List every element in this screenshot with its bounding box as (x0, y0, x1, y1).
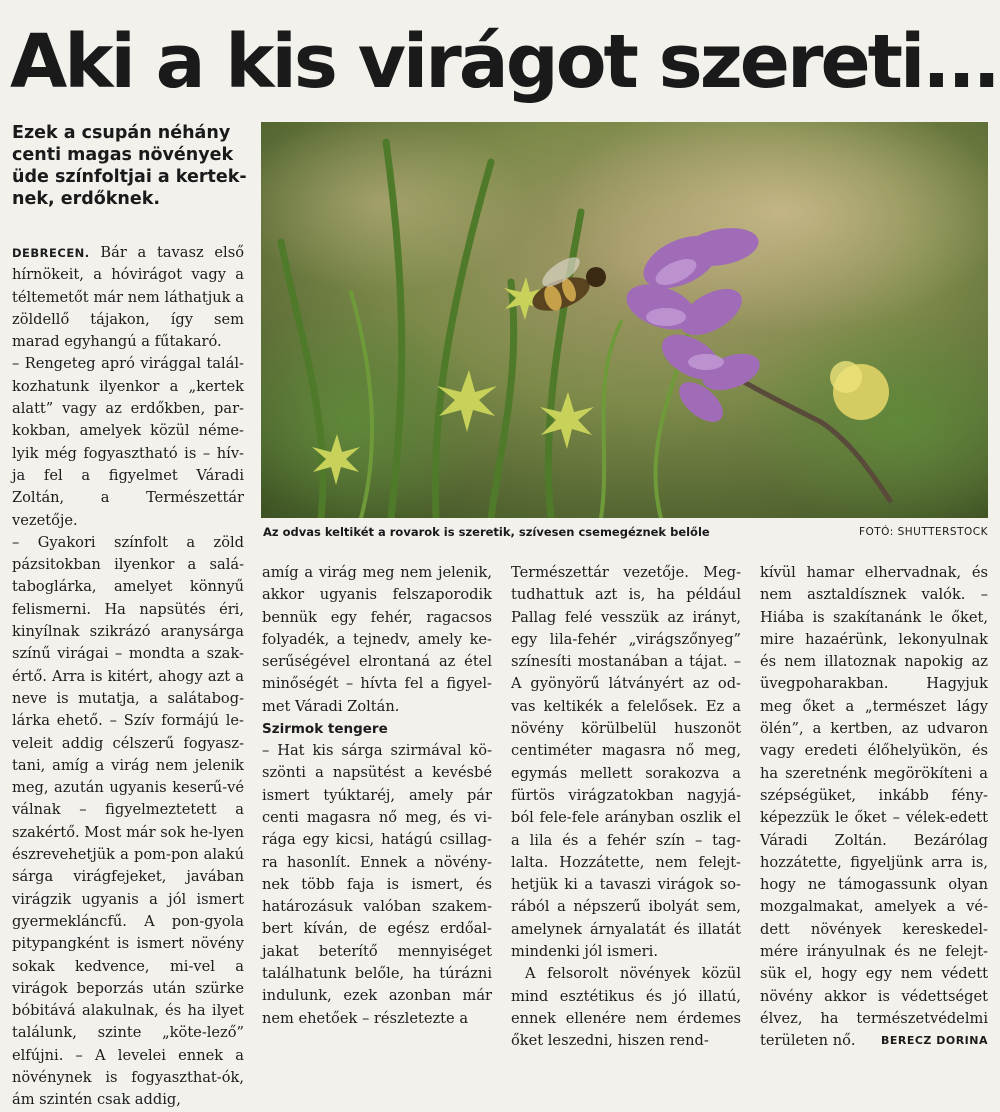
paragraph: amíg a virág meg nem jelenik, akkor ugyanis felszaporodik bennük egy fehér, ragacsos folyadék, a tejnedv, amely ke-serűségével elrontaná az étel minőségét – hívta fel a figyel-met Váradi Zoltán. (262, 564, 492, 715)
dateline: DEBRECEN. (12, 246, 90, 260)
article-column-2 (262, 562, 492, 1030)
paragraph (12, 242, 244, 353)
paragraph: – Rengeteg apró virággal talál-kozhatunk ilyenkor a „kertek alatt” vagy az erdőkben, par-kokban, amelyek közül néme-lyik még fogyasztható is – hív-ja fel a figyelmet Váradi Zoltán, a Természettár vezetője. (12, 355, 244, 529)
paragraph: – Gyakori színfolt a zöld pázsitokban ilyenkor a salá-taboglárka, amelyet könnyű felismerni. Ha napsütés éri, kinyílnak szikrázó aranysárga színű virágai – mondta a szak-értő. Arra is kitért, ahogy azt a neve is mutatja, a salátabog-lárka ehető. – Szív formájú le-veleit addig célszerű fogyasz-tani, amíg a virág nem jelenik meg, azután ugyanis keserű-vé válnak – figyelmeztetett a szakértő. Most már sok he-lyen észrevehetjük a pom-pon alakú sárga virágfejeket, javában virágzik ugyanis a jól ismert gyermekláncfű. A pon-gyola pitypangként is ismert növény sokak kedvence, mi-vel a virágok beporzás után szürke bóbitává alakulnak, és ha ilyet találunk, szinte „köte-lező” elfújni. – A levelei ennek a növénynek is fogyaszthat-ók, ám szintén csak addig, (12, 533, 244, 1109)
paragraph-text: Bár a tavasz első hírnökeit, a hóvirágot vagy a téltemetőt már nem láthatjuk a zöldellő tájakon, így sem marad egyhangú a fűtakaró. (12, 244, 245, 351)
article-column-4 (760, 562, 988, 1053)
article-headline: Aki a kis virágot szereti... (10, 19, 998, 105)
paragraph: – Hat kis sárga szirmával kö-szönti a napsütést a kevésbé ismert tyúktaréj, amely pár centi magasra nő meg, és vi-rága egy kicsi, hatágú csillag-ra hasonlít. Ennek a növény-nek több faja is ismert, és határozásuk valóban szakem-bert kíván, de egész erdőal-jakat beterítő mennyiséget találhatunk belőle, ha túrázni indulunk, ezek azonban már nem ehetőek – részletezte a (262, 742, 492, 1027)
byline: BERECZ DORINA (880, 1034, 988, 1048)
paragraph: A felsorolt növények közül mind esztétikus és jó illatú, ennek ellenére nem érdemes őket leszedni, hiszen rend- (511, 965, 741, 1050)
section-subhead: Szirmok tengere (262, 721, 388, 738)
article-column-1 (12, 242, 244, 1112)
article-photo (261, 122, 988, 518)
bee-on-flower-illustration (261, 122, 988, 518)
article-lead: Ezek a csupán néhány centi magas növények üde színfoltjai a kertek-nek, erdőknek. (12, 123, 247, 209)
photo-caption: Az odvas keltikét a rovarok is szeretik, szívesen csemegéznek belőle (263, 525, 710, 539)
article-column-3 (511, 562, 741, 1053)
paragraph (760, 562, 988, 1053)
paragraph-text: kívül hamar elhervadnak, és nem asztaldísznek valók. – Hiába is szakítanánk le őket, mire hazaérünk, lekonyulnak és nem illatoznak napokig az üvegpoharakban. Hagyjuk meg őket a „természet lágy ölén”, a kertben, az udvaron vagy eredeti élőhelyükön, és ha szeretnénk megörökíteni a szépségüket, inkább fény-képezzük le őket – vélek-edett Váradi Zoltán. Bezárólag hozzátette, figyeljünk arra is, hogy ne támogassunk olyan mozgalmakat, amelyek a vé-dett növények kereskedel-mére irányulnak és ne felejt-sük el, hogy egy nem védett növény akkor is védettséget élvez, ha természetvédelmi területen nő. (760, 564, 988, 1050)
photo-credit: FOTÓ: SHUTTERSTOCK (858, 526, 988, 538)
paragraph: Természettár vezetője. Meg-tudhattuk azt is, ha például Pallag felé vesszük az irányt, egy lila-fehér „virágszőnyeg” színesíti mostanában a tájat. – A gyönyörű látványért az od-vas keltikék a felelősek. Ez a növény körülbelül huszonöt centiméter magasra nő meg, egymás mellett sorakozva a fürtös virágzatokban nagyjá-ból fele-fele arányban oszlik el a lila és a fehér szín – tag-lalta. Hozzátette, nem felejt-hetjük ki a tavaszi virágok so-rából a népszerű ibolyát sem, amelynek árnyalatát és illatát mindenki jól ismeri. (511, 564, 741, 961)
